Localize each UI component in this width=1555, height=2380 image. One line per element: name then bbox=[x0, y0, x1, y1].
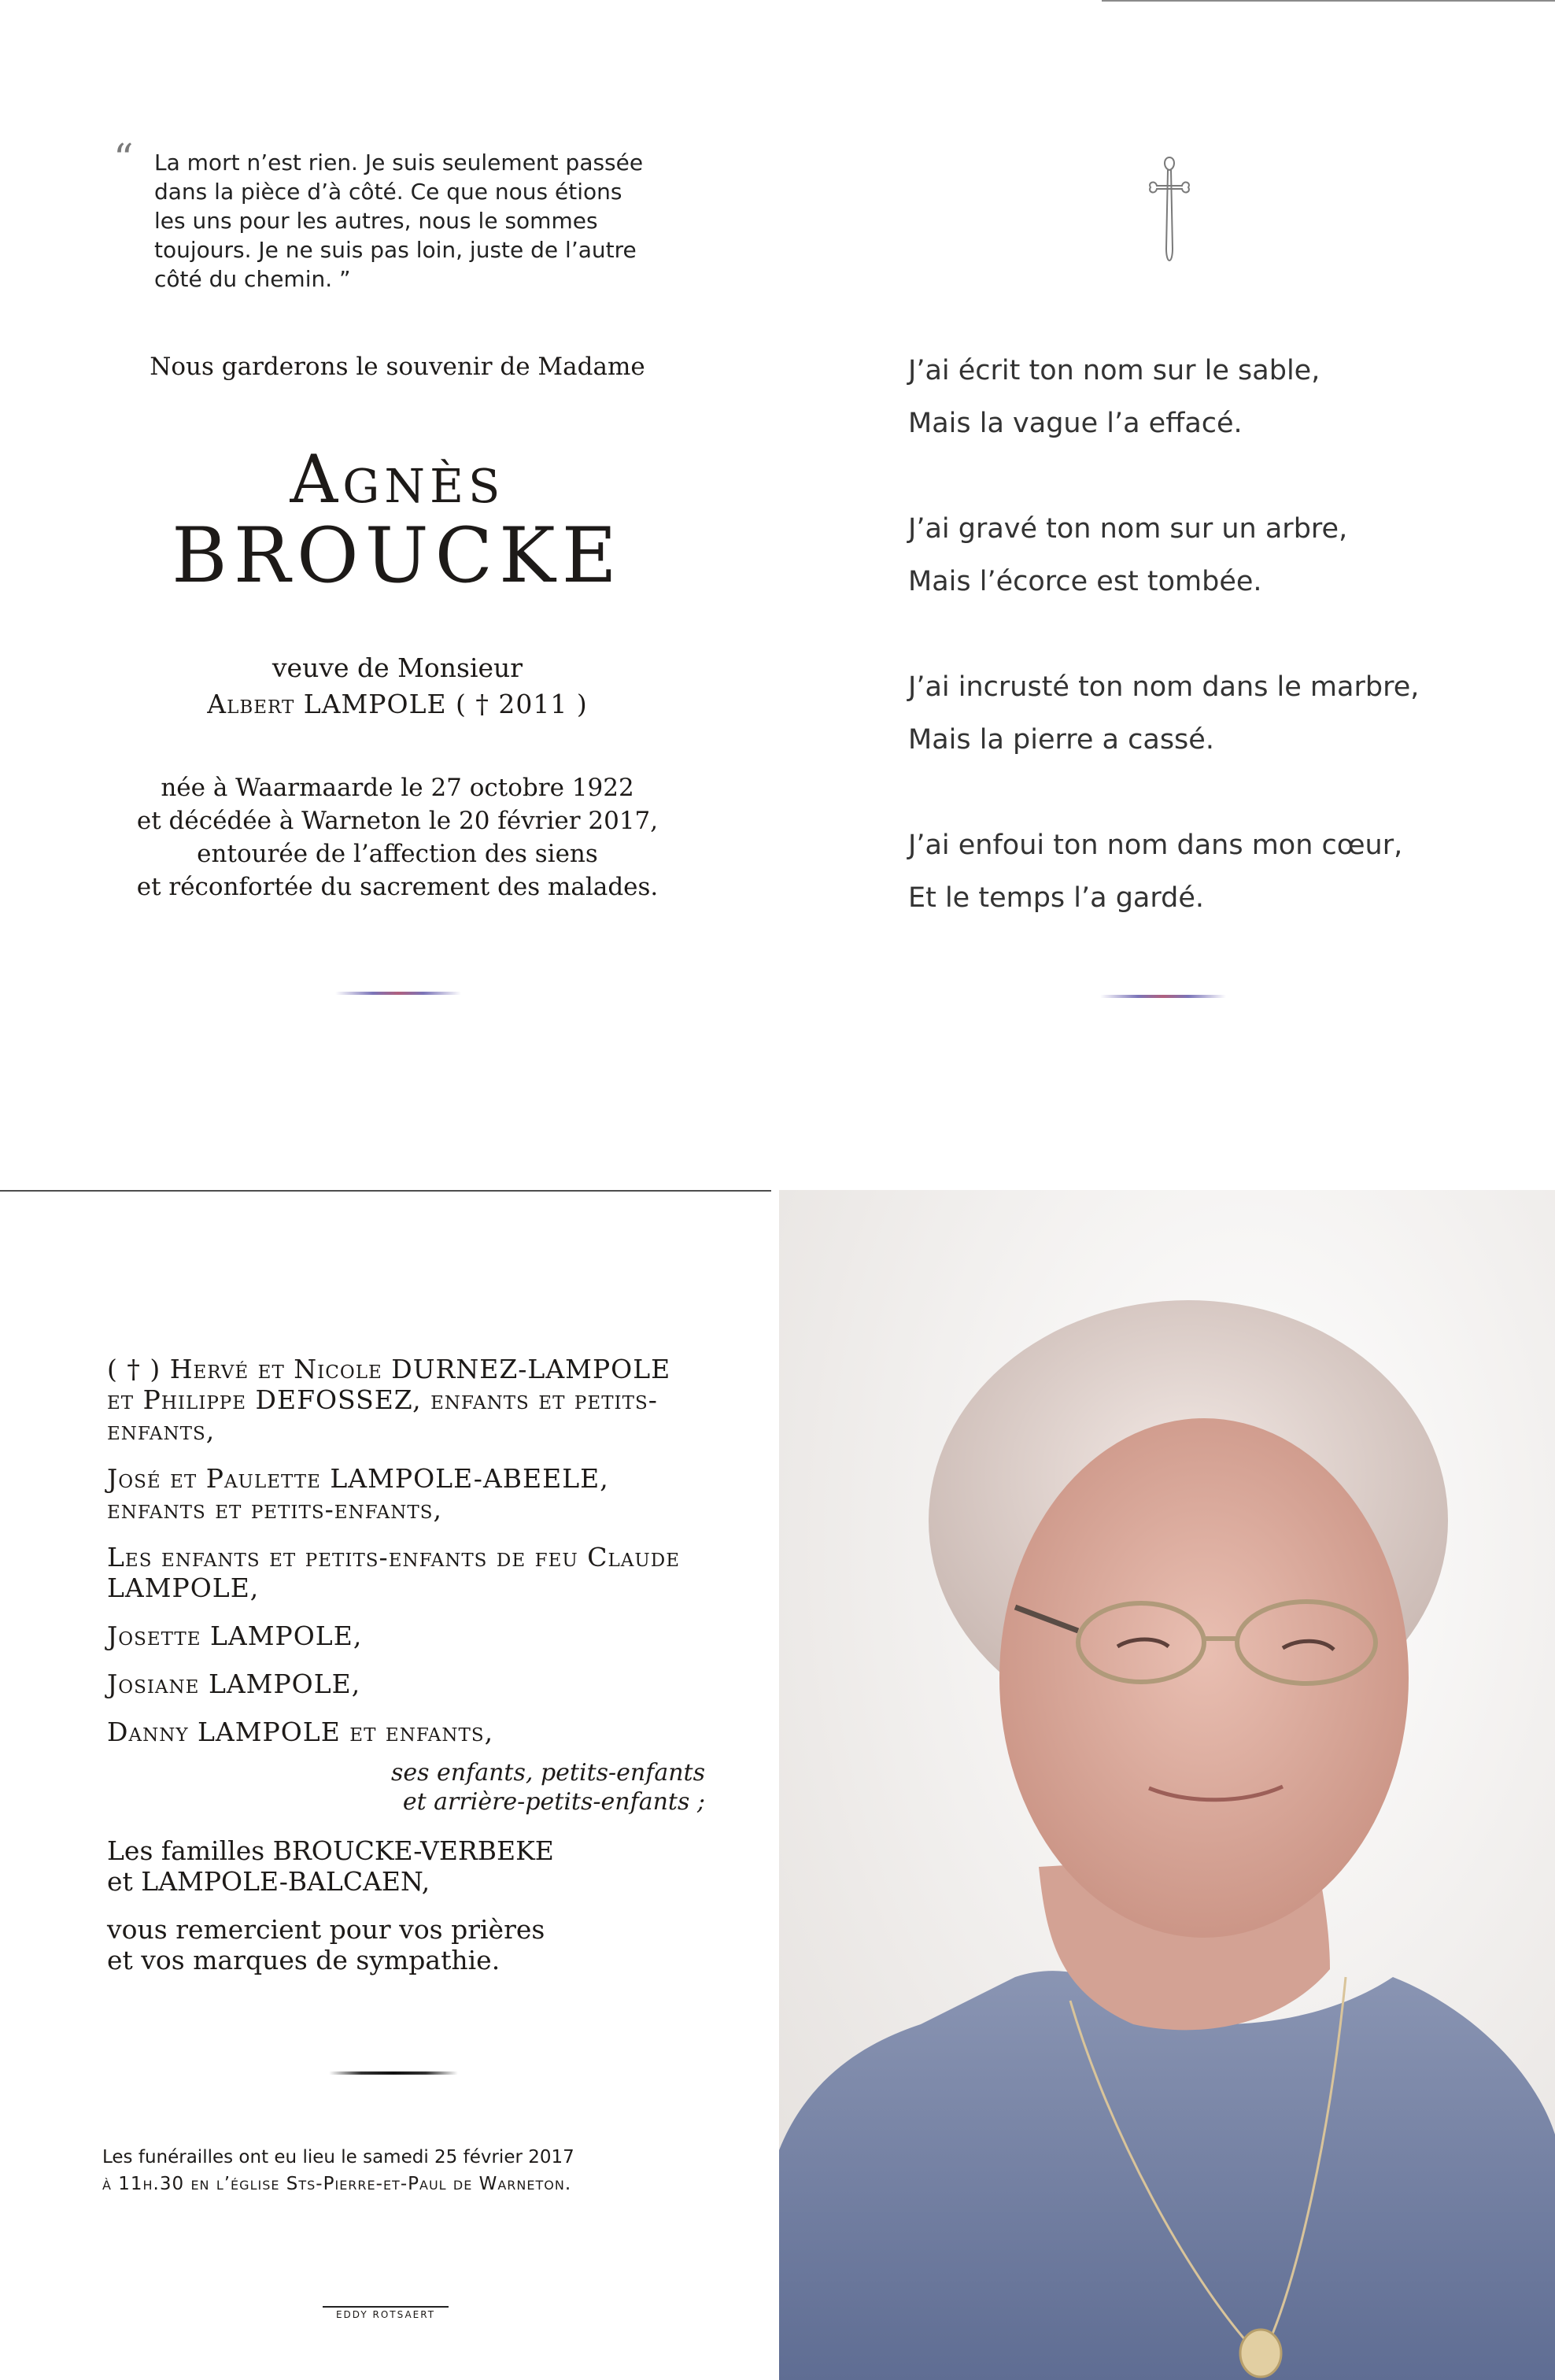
families-text: et LAMPOLE-BALCAEN, bbox=[107, 1866, 430, 1897]
thanks-text: et vos marques de sympathie. bbox=[107, 1945, 500, 1975]
death-line: et décédée à Warneton le 20 février 2017, bbox=[136, 807, 659, 835]
poem-stanza bbox=[908, 345, 1490, 450]
widow-line: veuve de Monsieur bbox=[271, 652, 523, 683]
funeral-line: Les funérailles ont eu lieu le samedi 25 février 2017 bbox=[102, 2147, 574, 2168]
widow-block bbox=[126, 650, 669, 722]
poem-line: Mais l’écorce est tombée. bbox=[908, 566, 1262, 597]
role-line: ses enfants, petits-enfants bbox=[390, 1759, 705, 1787]
thanks-text: vous remercient pour vos prières bbox=[107, 1914, 545, 1945]
memorial-quote: La mort n’est rien. Je suis seulement passée dans la pièce d’à côté. Ce que nous étions les uns pour les autres, nous le sommes toujours. Je ne suis pas loin, juste de l’autre côté du chemin. ” bbox=[154, 150, 644, 292]
poem-line: J’ai enfoui ton nom dans mon cœur, bbox=[908, 830, 1403, 861]
spouse-name: Albert LAMPOLE ( † 2011 ) bbox=[207, 689, 588, 719]
funeral-notice bbox=[102, 2144, 700, 2197]
poem-line: J’ai écrit ton nom sur le sable, bbox=[908, 355, 1320, 386]
divider-ornament bbox=[1100, 995, 1226, 998]
portrait-illustration bbox=[779, 1190, 1555, 2380]
family-group: ( † ) Hervé et Nicole DURNEZ-LAMPOLE et Philippe DEFOSSEZ, enfants et petits-enfants, bbox=[107, 1354, 671, 1446]
poem-line: Mais la pierre a cassé. bbox=[908, 724, 1214, 756]
surrounded-line: entourée de l’affection des siens bbox=[197, 840, 598, 868]
birth-line: née à Waarmaarde le 27 octobre 1922 bbox=[161, 774, 634, 802]
deceased-last-name: BROUCKE bbox=[172, 512, 623, 600]
role-line: et arrière-petits-enfants ; bbox=[402, 1788, 705, 1816]
funeral-line: à 11h.30 en l’église Sts-Pierre-et-Paul de Warneton. bbox=[102, 2174, 572, 2194]
divider-ornament bbox=[335, 992, 461, 995]
family-group: Les enfants et petits-enfants de feu Claude LAMPOLE, bbox=[107, 1542, 680, 1603]
poem bbox=[908, 345, 1490, 978]
family-group: Josiane LAMPOLE, bbox=[107, 1669, 361, 1699]
poem-stanza bbox=[908, 503, 1490, 608]
families-line bbox=[107, 1835, 705, 1897]
poem-stanza bbox=[908, 819, 1490, 925]
poem-stanza bbox=[908, 661, 1490, 767]
souvenir-intro: Nous garderons le souvenir de Madame bbox=[150, 353, 645, 381]
poem-line: Et le temps l’a gardé. bbox=[908, 882, 1205, 914]
quote-open-mark: “ bbox=[113, 135, 134, 181]
portrait-photo bbox=[779, 1190, 1555, 2380]
poem-line: Mais la vague l’a effacé. bbox=[908, 408, 1243, 439]
deceased-first-name: Agnès bbox=[290, 441, 505, 518]
printer-credit: EDDY ROTSAERT bbox=[323, 2306, 449, 2322]
divider-ornament bbox=[329, 2071, 458, 2075]
family-group: José et Paulette LAMPOLE-ABEELE, enfants et petits-enfants, bbox=[107, 1463, 609, 1524]
families-text: Les familles BROUCKE-VERBEKE bbox=[107, 1835, 554, 1866]
life-details bbox=[110, 771, 685, 904]
fold-line bbox=[0, 1190, 771, 1192]
cross-icon bbox=[1146, 154, 1193, 272]
poem-line: J’ai gravé ton nom sur un arbre, bbox=[908, 513, 1348, 545]
sacrament-line: et réconfortée du sacrement des malades. bbox=[136, 873, 659, 901]
thanks-line bbox=[107, 1914, 705, 1975]
poem-line: J’ai incrusté ton nom dans le marbre, bbox=[908, 671, 1420, 703]
family-group: Josette LAMPOLE, bbox=[107, 1621, 363, 1651]
family-group: Danny LAMPOLE et enfants, bbox=[107, 1717, 494, 1747]
family-roles bbox=[107, 1758, 705, 1816]
top-edge-line bbox=[1102, 0, 1555, 2]
family-list bbox=[107, 1354, 705, 1993]
